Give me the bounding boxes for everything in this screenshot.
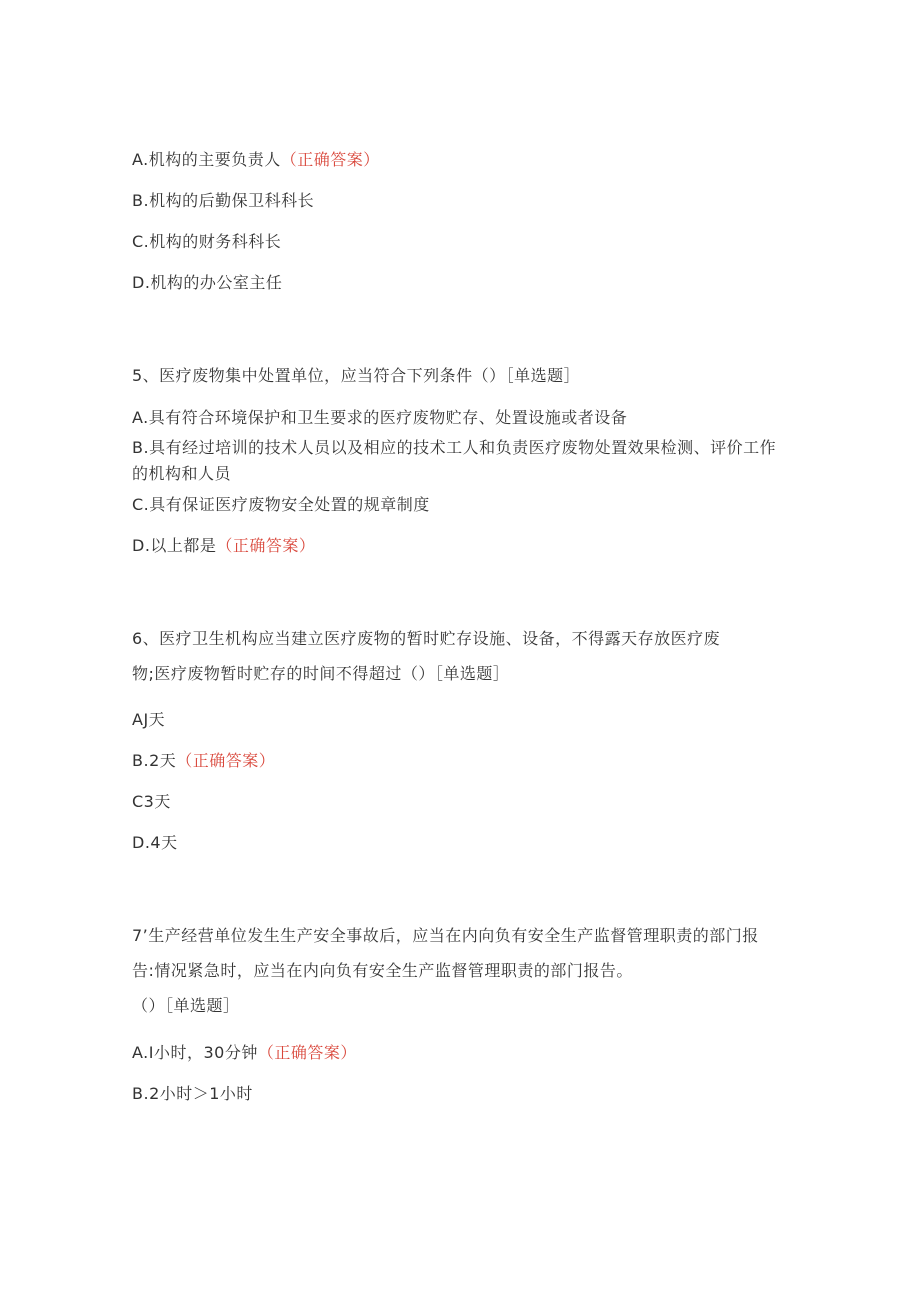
q5-question: 5、医疗废物集中处置单位，应当符合下列条件（）［单选题］ xyxy=(132,366,581,385)
q7-question-line2: 告:情况紧急时，应当在内向负有安全生产监督管理职责的部门报告。 xyxy=(132,961,633,980)
option-text: D.以上都是 xyxy=(132,536,217,555)
option-text: C.机构的财务科科长 xyxy=(132,232,282,251)
q4-option-a xyxy=(132,150,380,170)
option-text: B.机构的后勤保卫科科长 xyxy=(132,191,315,210)
option-text: A.I小时，30分钟 xyxy=(132,1043,258,1062)
option-text: C3天 xyxy=(132,792,171,811)
q7-question-line3: （）［单选题］ xyxy=(132,996,240,1015)
q5-option-d xyxy=(132,536,315,556)
q7-question-line1: 7’生产经营单位发生生产安全事故后，应当在内向负有安全生产监督管理职责的部门报 xyxy=(132,926,759,945)
q6-option-d xyxy=(132,833,178,853)
option-text: AJ天 xyxy=(132,710,166,729)
q7-option-b xyxy=(132,1084,253,1104)
q6-option-c xyxy=(132,792,171,812)
option-text: D.机构的办公室主任 xyxy=(132,273,283,292)
correct-answer-mark: （正确答案） xyxy=(280,150,380,169)
q5-option-a xyxy=(132,408,627,428)
q4-option-c xyxy=(132,232,281,252)
option-text: B.2天 xyxy=(132,751,177,770)
q4-option-b xyxy=(132,191,314,211)
q6-option-b xyxy=(132,751,275,771)
q6-option-a xyxy=(132,710,165,730)
option-text: B.2小时＞1小时 xyxy=(132,1084,253,1103)
option-text: B.具有经过培训的技术人员以及相应的技术工人和负责医疗废物处置效果检测、评价工作的机构和人员 xyxy=(132,438,777,483)
correct-answer-mark: （正确答案） xyxy=(216,536,316,555)
q6-question-line2: 物;医疗废物暂时贮存的时间不得超过（）［单选题］ xyxy=(132,664,510,683)
option-text: A.具有符合环境保护和卫生要求的医疗废物贮存、处置设施或者设备 xyxy=(132,408,628,427)
q5-option-b xyxy=(132,435,792,487)
q7-option-a xyxy=(132,1043,357,1063)
correct-answer-mark: （正确答案） xyxy=(257,1043,357,1062)
option-text: A.机构的主要负责人 xyxy=(132,150,281,169)
option-text: C.具有保证医疗废物安全处置的规章制度 xyxy=(132,495,430,514)
q6-question-line1: 6、医疗卫生机构应当建立医疗废物的暂时贮存设施、设备，不得露天存放医疗废 xyxy=(132,629,721,648)
correct-answer-mark: （正确答案） xyxy=(176,751,276,770)
q4-option-d xyxy=(132,273,282,293)
q5-option-c xyxy=(132,495,430,515)
option-text: D.4天 xyxy=(132,833,178,852)
